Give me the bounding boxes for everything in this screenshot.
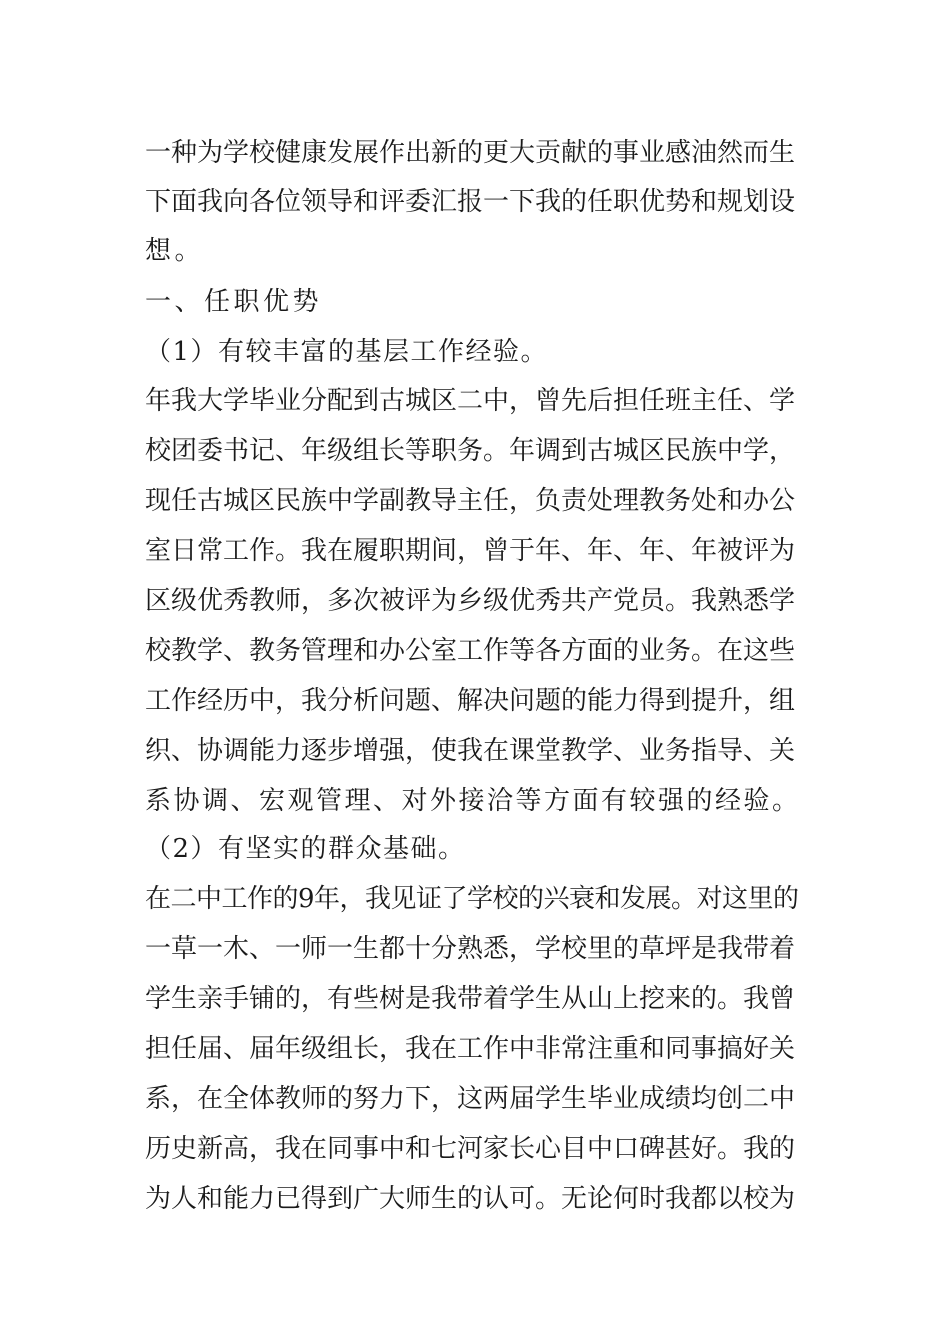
text-line-2: 下面我向各位领导和评委汇报一下我的任职优势和规划设	[145, 187, 796, 217]
section-heading: 一、任职优势	[145, 287, 323, 317]
subsection-heading-2: （2）有坚实的群众基础。	[145, 834, 466, 864]
text-line-14: 系协调、宏观管理、对外接洽等方面有较强的经验。	[145, 786, 801, 816]
text-line-7: 校团委书记、年级组长等职务。年调到古城区民族中学，	[145, 436, 796, 466]
text-line-16: 在二中工作的9年，我见证了学校的兴衰和发展。对这里的	[145, 884, 799, 914]
text-line-13: 织、协调能力逐步增强，使我在课堂教学、业务指导、关	[145, 736, 796, 766]
text-line-8: 现任古城区民族中学副教导主任，负责处理教务处和办公	[145, 486, 796, 516]
text-line-22: 为人和能力已得到广大师生的认可。无论何时我都以校为	[145, 1184, 796, 1214]
text-line-11: 校教学、教务管理和办公室工作等各方面的业务。在这些	[145, 636, 796, 666]
text-line-3: 想。	[145, 236, 205, 266]
text-line-19: 担任届、届年级组长，我在工作中非常注重和同事搞好关	[145, 1034, 796, 1064]
text-line-17: 一草一木、一师一生都十分熟悉，学校里的草坪是我带着	[145, 934, 796, 964]
text-line-6: 年我大学毕业分配到古城区二中，曾先后担任班主任、学	[145, 386, 796, 416]
text-line-18: 学生亲手铺的，有些树是我带着学生从山上挖来的。我曾	[145, 984, 796, 1014]
text-line-20: 系，在全体教师的努力下，这两届学生毕业成绩均创二中	[145, 1084, 796, 1114]
text-line-12: 工作经历中，我分析问题、解决问题的能力得到提升，组	[145, 686, 796, 716]
text-line-21: 历史新高，我在同事中和七河家长心目中口碑甚好。我的	[145, 1134, 796, 1164]
text-line-1: 一种为学校健康发展作出新的更大贡献的事业感油然而生	[145, 138, 796, 168]
text-line-9: 室日常工作。我在履职期间，曾于年、年、年、年被评为	[145, 536, 796, 566]
text-line-10: 区级优秀教师，多次被评为乡级优秀共产党员。我熟悉学	[145, 586, 796, 616]
subsection-heading-1: （1）有较丰富的基层工作经验。	[145, 337, 549, 367]
